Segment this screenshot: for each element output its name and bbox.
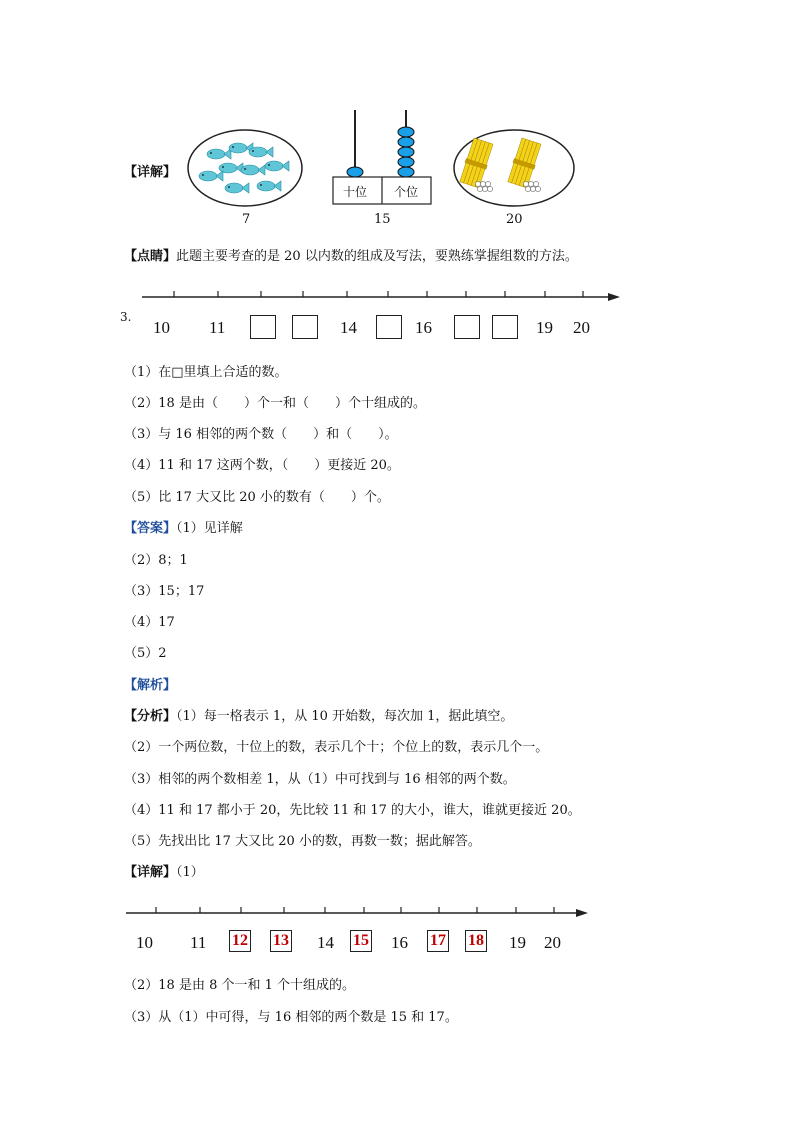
blank-box-2[interactable] [292,315,318,339]
blank-box-4[interactable] [454,315,480,339]
detail-tag: 【详解】 [124,165,177,180]
blank-box-3[interactable] [376,315,402,339]
nl-label-14: 14 [340,318,357,337]
detail2-tag: 【详解】 [124,865,177,880]
analysis-line-5: （5）先找出比 17 大又比 20 小的数，再数一数；据此解答。 [124,834,481,849]
answer-tag: 【答案】 [124,521,177,536]
question-3: （3）与 16 相邻的两个数（ ）和（ ）。 [124,427,398,442]
nl-label-19: 19 [536,318,553,337]
fenxi-tag: 【分析】 [124,709,177,724]
nl2-label-11: 11 [190,933,207,952]
question-number: 3. [120,310,132,324]
answer-line-3: （3）15；17 [124,584,205,599]
sticks-caption: 20 [506,212,523,227]
analysis-line-3: （3）相邻的两个数相差 1，从（1）中可找到与 16 相邻的两个数。 [124,772,516,787]
nl2-label-14: 14 [317,933,334,952]
blank-box-1[interactable] [250,315,276,339]
answer-number-line [124,904,590,924]
nl-label-10: 10 [153,318,170,337]
nl-label-11: 11 [209,318,226,337]
detail2-line-1 [124,865,204,881]
stick-bundles-illustration [452,128,576,208]
answer-first: （1）见详解 [176,521,243,536]
detail2-line-2: （2）18 是由 8 个一和 1 个十组成的。 [124,978,356,993]
nl2-label-20: 20 [544,933,561,952]
fish-illustration [186,128,304,208]
analysis-line-2: （2）一个两位数，十位上的数，表示几个十；个位上的数，表示几个一。 [124,740,549,755]
detail2-first: （1） [176,865,204,880]
answer-line-4: （4）17 [124,615,175,630]
nl-label-16: 16 [415,318,432,337]
filled-box-15: 15 [350,930,372,952]
nl-label-20: 20 [573,318,590,337]
point-line [124,249,578,265]
answer-line-2: （2）8；1 [124,553,188,568]
filled-box-17: 17 [427,930,449,952]
question-1: （1）在□里填上合适的数。 [124,365,288,380]
abacus-caption: 15 [374,212,391,227]
analysis-tag: 【解析】 [124,678,177,693]
analysis-line-1 [124,709,513,725]
blank-box-5[interactable] [492,315,518,339]
abacus-ones-label: 个位 [394,185,419,199]
filled-box-13: 13 [270,930,292,952]
question-5: （5）比 17 大又比 20 小的数有（ ）个。 [124,490,390,505]
answer-line-5: （5）2 [124,646,167,661]
filled-box-18: 18 [465,930,487,952]
question-number-line [140,288,622,308]
detail2-line-3: （3）从（1）中可得，与 16 相邻的两个数是 15 和 17。 [124,1010,458,1025]
nl2-label-16: 16 [391,933,408,952]
answer-line-1 [124,521,243,537]
analysis-line-4: （4）11 和 17 都小于 20，先比较 11 和 17 的大小，谁大，谁就更接近 20。 [124,803,581,818]
point-tag: 【点睛】 [124,249,177,264]
question-2: （2）18 是由（ ）个一和（ ）个十组成的。 [124,396,426,411]
nl2-label-10: 10 [136,933,153,952]
nl2-label-19: 19 [509,933,526,952]
point-text: 此题主要考查的是 20 以内数的组成及写法，要熟练掌握组数的方法。 [176,249,578,264]
filled-box-12: 12 [229,930,251,952]
analysis-first: （1）每一格表示 1，从 10 开始数，每次加 1，据此填空。 [176,709,514,724]
question-4: （4）11 和 17 这两个数，（ ）更接近 20。 [124,458,400,473]
abacus-tens-label: 十位 [343,185,368,199]
fish-caption: 7 [242,212,251,227]
